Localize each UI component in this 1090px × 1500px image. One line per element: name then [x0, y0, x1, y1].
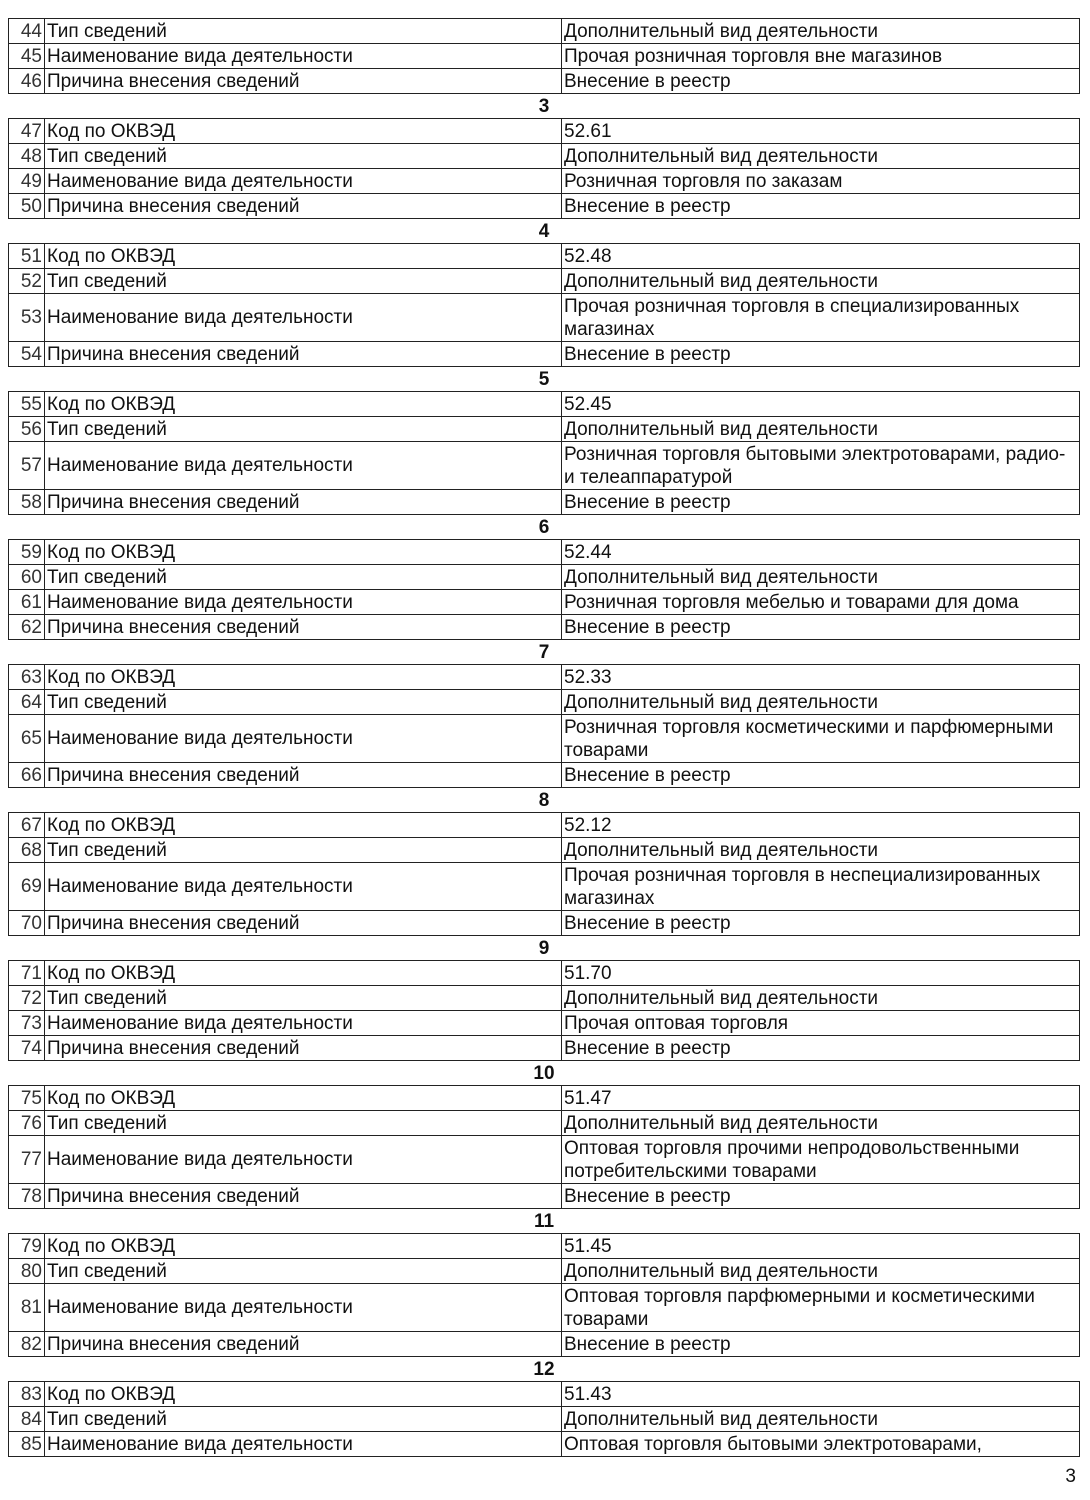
field-value-cell: 52.61 [562, 119, 1080, 144]
section-header-row [9, 219, 1080, 244]
field-value-cell: Дополнительный вид деятельности [562, 417, 1080, 442]
row-number-cell: 80 [9, 1259, 45, 1284]
field-name-cell: Код по ОКВЭД [45, 1234, 562, 1259]
row-number-cell: 49 [9, 169, 45, 194]
table-row [9, 911, 1080, 936]
table-row [9, 144, 1080, 169]
field-name-cell: Причина внесения сведений [45, 342, 562, 367]
field-name-cell: Тип сведений [45, 565, 562, 590]
table-row [9, 169, 1080, 194]
field-name-cell: Наименование вида деятельности [45, 715, 562, 763]
table-row [9, 294, 1080, 342]
table-row [9, 342, 1080, 367]
row-number-cell: 77 [9, 1136, 45, 1184]
section-number: 6 [9, 515, 1080, 540]
field-value-cell: Розничная торговля бытовыми электротоварами, радио- и телеаппаратурой [562, 442, 1080, 490]
section-header-row [9, 640, 1080, 665]
field-name-cell: Причина внесения сведений [45, 1332, 562, 1357]
section-number: 3 [9, 94, 1080, 119]
field-name-cell: Тип сведений [45, 19, 562, 44]
table-row [9, 838, 1080, 863]
field-value-cell: Дополнительный вид деятельности [562, 986, 1080, 1011]
row-number-cell: 63 [9, 665, 45, 690]
section-header-row [9, 1357, 1080, 1382]
table-row [9, 665, 1080, 690]
section-number: 4 [9, 219, 1080, 244]
field-value-cell: Розничная торговля косметическими и парфюмерными товарами [562, 715, 1080, 763]
table-row [9, 1184, 1080, 1209]
table-row [9, 540, 1080, 565]
field-name-cell: Наименование вида деятельности [45, 1136, 562, 1184]
field-value-cell: Дополнительный вид деятельности [562, 269, 1080, 294]
field-value-cell: 52.12 [562, 813, 1080, 838]
field-name-cell: Причина внесения сведений [45, 763, 562, 788]
field-value-cell: Внесение в реестр [562, 911, 1080, 936]
row-number-cell: 45 [9, 44, 45, 69]
field-name-cell: Причина внесения сведений [45, 615, 562, 640]
row-number-cell: 84 [9, 1407, 45, 1432]
field-value-cell: Внесение в реестр [562, 615, 1080, 640]
field-value-cell: 51.47 [562, 1086, 1080, 1111]
field-name-cell: Тип сведений [45, 838, 562, 863]
row-number-cell: 64 [9, 690, 45, 715]
row-number-cell: 58 [9, 490, 45, 515]
field-value-cell: Прочая розничная торговля в неспециализированных магазинах [562, 863, 1080, 911]
row-number-cell: 85 [9, 1432, 45, 1457]
page-number: 3 [1065, 1466, 1076, 1487]
section-number: 8 [9, 788, 1080, 813]
table-row [9, 392, 1080, 417]
row-number-cell: 76 [9, 1111, 45, 1136]
field-value-cell: Оптовая торговля бытовыми электротоварами, [562, 1432, 1080, 1457]
field-name-cell: Код по ОКВЭД [45, 1086, 562, 1111]
field-name-cell: Наименование вида деятельности [45, 1011, 562, 1036]
table-row [9, 1011, 1080, 1036]
row-number-cell: 53 [9, 294, 45, 342]
field-value-cell: Внесение в реестр [562, 69, 1080, 94]
section-header-row [9, 367, 1080, 392]
row-number-cell: 68 [9, 838, 45, 863]
row-number-cell: 70 [9, 911, 45, 936]
section-number: 5 [9, 367, 1080, 392]
row-number-cell: 82 [9, 1332, 45, 1357]
row-number-cell: 72 [9, 986, 45, 1011]
field-name-cell: Тип сведений [45, 269, 562, 294]
field-value-cell: Дополнительный вид деятельности [562, 1111, 1080, 1136]
table-row [9, 1259, 1080, 1284]
section-header-row [9, 788, 1080, 813]
table-row [9, 590, 1080, 615]
field-name-cell: Код по ОКВЭД [45, 540, 562, 565]
table-row [9, 1284, 1080, 1332]
section-number: 11 [9, 1209, 1080, 1234]
field-value-cell: Розничная торговля мебелью и товарами для дома [562, 590, 1080, 615]
field-name-cell: Наименование вида деятельности [45, 863, 562, 911]
table-row [9, 269, 1080, 294]
table-row [9, 119, 1080, 144]
field-value-cell: 51.43 [562, 1382, 1080, 1407]
row-number-cell: 62 [9, 615, 45, 640]
row-number-cell: 46 [9, 69, 45, 94]
row-number-cell: 51 [9, 244, 45, 269]
field-name-cell: Причина внесения сведений [45, 490, 562, 515]
field-value-cell: Прочая оптовая торговля [562, 1011, 1080, 1036]
field-name-cell: Тип сведений [45, 417, 562, 442]
row-number-cell: 74 [9, 1036, 45, 1061]
table-row [9, 961, 1080, 986]
section-header-row [9, 515, 1080, 540]
field-value-cell: Дополнительный вид деятельности [562, 1407, 1080, 1432]
table-row [9, 986, 1080, 1011]
row-number-cell: 44 [9, 19, 45, 44]
field-name-cell: Код по ОКВЭД [45, 392, 562, 417]
section-header-row [9, 1209, 1080, 1234]
row-number-cell: 78 [9, 1184, 45, 1209]
table-row [9, 1432, 1080, 1457]
table-row [9, 244, 1080, 269]
field-name-cell: Код по ОКВЭД [45, 1382, 562, 1407]
row-number-cell: 65 [9, 715, 45, 763]
field-name-cell: Наименование вида деятельности [45, 1284, 562, 1332]
section-number: 12 [9, 1357, 1080, 1382]
field-name-cell: Тип сведений [45, 690, 562, 715]
table-row [9, 442, 1080, 490]
field-value-cell: 52.33 [562, 665, 1080, 690]
row-number-cell: 60 [9, 565, 45, 590]
field-value-cell: Внесение в реестр [562, 763, 1080, 788]
table-row [9, 490, 1080, 515]
table-row [9, 417, 1080, 442]
field-value-cell: 52.48 [562, 244, 1080, 269]
table-row [9, 1086, 1080, 1111]
field-name-cell: Тип сведений [45, 1111, 562, 1136]
field-value-cell: 51.45 [562, 1234, 1080, 1259]
field-value-cell: Розничная торговля по заказам [562, 169, 1080, 194]
table-row [9, 1111, 1080, 1136]
section-header-row [9, 1061, 1080, 1086]
field-value-cell: Прочая розничная торговля в специализированных магазинах [562, 294, 1080, 342]
field-name-cell: Тип сведений [45, 144, 562, 169]
field-value-cell: Внесение в реестр [562, 1184, 1080, 1209]
field-name-cell: Причина внесения сведений [45, 69, 562, 94]
field-name-cell: Код по ОКВЭД [45, 119, 562, 144]
table-row [9, 1036, 1080, 1061]
table-row [9, 813, 1080, 838]
field-name-cell: Причина внесения сведений [45, 1184, 562, 1209]
row-number-cell: 81 [9, 1284, 45, 1332]
table-row [9, 565, 1080, 590]
row-number-cell: 59 [9, 540, 45, 565]
field-value-cell: Дополнительный вид деятельности [562, 1259, 1080, 1284]
table-row [9, 1234, 1080, 1259]
row-number-cell: 75 [9, 1086, 45, 1111]
field-name-cell: Код по ОКВЭД [45, 961, 562, 986]
row-number-cell: 66 [9, 763, 45, 788]
field-value-cell: Оптовая торговля парфюмерными и косметическими товарами [562, 1284, 1080, 1332]
table-row [9, 615, 1080, 640]
section-header-row [9, 936, 1080, 961]
row-number-cell: 50 [9, 194, 45, 219]
row-number-cell: 48 [9, 144, 45, 169]
table-row [9, 194, 1080, 219]
field-name-cell: Наименование вида деятельности [45, 294, 562, 342]
row-number-cell: 83 [9, 1382, 45, 1407]
field-value-cell: Внесение в реестр [562, 1332, 1080, 1357]
register-table [8, 18, 1080, 1457]
row-number-cell: 55 [9, 392, 45, 417]
section-number: 7 [9, 640, 1080, 665]
field-value-cell: Дополнительный вид деятельности [562, 565, 1080, 590]
field-value-cell: 51.70 [562, 961, 1080, 986]
row-number-cell: 79 [9, 1234, 45, 1259]
table-row [9, 19, 1080, 44]
table-row [9, 1136, 1080, 1184]
field-name-cell: Причина внесения сведений [45, 1036, 562, 1061]
section-number: 10 [9, 1061, 1080, 1086]
table-row [9, 69, 1080, 94]
field-value-cell: Дополнительный вид деятельности [562, 144, 1080, 169]
field-value-cell: Дополнительный вид деятельности [562, 838, 1080, 863]
section-header-row [9, 94, 1080, 119]
table-row [9, 690, 1080, 715]
field-name-cell: Причина внесения сведений [45, 911, 562, 936]
table-row [9, 1332, 1080, 1357]
field-value-cell: Дополнительный вид деятельности [562, 690, 1080, 715]
row-number-cell: 67 [9, 813, 45, 838]
table-row [9, 763, 1080, 788]
row-number-cell: 69 [9, 863, 45, 911]
field-name-cell: Наименование вида деятельности [45, 44, 562, 69]
register-table-body [9, 19, 1080, 1457]
field-value-cell: Оптовая торговля прочими непродовольственными потребительскими товарами [562, 1136, 1080, 1184]
field-value-cell: Внесение в реестр [562, 490, 1080, 515]
row-number-cell: 57 [9, 442, 45, 490]
field-name-cell: Код по ОКВЭД [45, 665, 562, 690]
table-row [9, 863, 1080, 911]
field-value-cell: Прочая розничная торговля вне магазинов [562, 44, 1080, 69]
field-name-cell: Тип сведений [45, 1407, 562, 1432]
field-name-cell: Тип сведений [45, 1259, 562, 1284]
field-value-cell: Внесение в реестр [562, 342, 1080, 367]
row-number-cell: 52 [9, 269, 45, 294]
row-number-cell: 54 [9, 342, 45, 367]
field-name-cell: Код по ОКВЭД [45, 244, 562, 269]
document-page [8, 18, 1079, 1457]
field-name-cell: Причина внесения сведений [45, 194, 562, 219]
field-name-cell: Наименование вида деятельности [45, 442, 562, 490]
field-value-cell: Внесение в реестр [562, 194, 1080, 219]
table-row [9, 1407, 1080, 1432]
field-name-cell: Наименование вида деятельности [45, 1432, 562, 1457]
field-value-cell: Внесение в реестр [562, 1036, 1080, 1061]
row-number-cell: 71 [9, 961, 45, 986]
field-value-cell: 52.44 [562, 540, 1080, 565]
row-number-cell: 47 [9, 119, 45, 144]
field-value-cell: Дополнительный вид деятельности [562, 19, 1080, 44]
field-name-cell: Тип сведений [45, 986, 562, 1011]
field-name-cell: Наименование вида деятельности [45, 169, 562, 194]
row-number-cell: 61 [9, 590, 45, 615]
row-number-cell: 73 [9, 1011, 45, 1036]
field-name-cell: Код по ОКВЭД [45, 813, 562, 838]
field-value-cell: 52.45 [562, 392, 1080, 417]
table-row [9, 44, 1080, 69]
section-number: 9 [9, 936, 1080, 961]
row-number-cell: 56 [9, 417, 45, 442]
field-name-cell: Наименование вида деятельности [45, 590, 562, 615]
table-row [9, 715, 1080, 763]
table-row [9, 1382, 1080, 1407]
